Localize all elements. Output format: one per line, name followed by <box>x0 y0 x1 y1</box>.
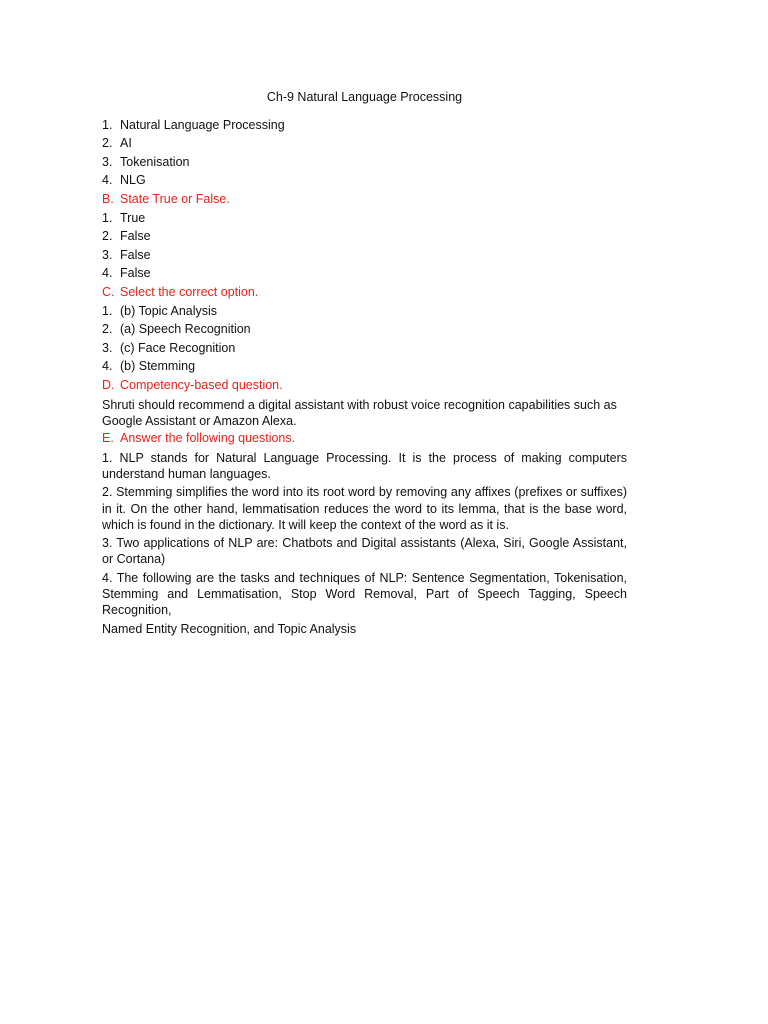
answer-paragraph: 1. NLP stands for Natural Language Processing. It is the process of making computers understand human languages. <box>102 450 627 481</box>
section-e-heading: E. Answer the following questions. <box>102 431 296 446</box>
section-d-heading: D. Competency-based question. <box>102 377 283 392</box>
section-c-heading: C. Select the correct option. <box>102 284 259 299</box>
list-item: 2. False <box>102 229 151 244</box>
section-b-heading: B. State True or False. <box>102 191 230 206</box>
answer-paragraph: 2. Stemming simplifies the word into its root word by removing any affixes (prefixes or suffixes) in it. On the other hand, lemmatisation reduces the word to its lemma, that is the base word, which is found in the dictionary. It will keep the context of the word as it is. <box>102 485 627 532</box>
section-a-list <box>102 116 627 190</box>
list-item: 4. NLG <box>102 173 146 188</box>
list-item: 2. AI <box>102 136 132 151</box>
answer-continuation: Named Entity Recognition, and Topic Analysis <box>102 621 357 636</box>
answer-paragraph: 4. The following are the tasks and techniques of NLP: Sentence Segmentation, Tokenisation, Stemming and Lemmatisation, Stop Word Removal, Part of Speech Tagging, Speech Recognition, <box>102 570 627 618</box>
section-b-list <box>102 209 627 283</box>
list-item: 1. (b) Topic Analysis <box>102 303 218 318</box>
section-d-answer: Shruti should recommend a digital assistant with robust voice recognition capabilities such as Google Assistant or Amazon Alexa. <box>102 397 617 428</box>
list-item: 4. (b) Stemming <box>102 359 196 374</box>
answer-key <box>102 88 627 637</box>
section-c-list <box>102 302 627 376</box>
list-item: 4. False <box>102 266 151 281</box>
list-item: 3. False <box>102 247 151 262</box>
answer-paragraph: 3. Two applications of NLP are: Chatbots and Digital assistants (Alexa, Siri, Google Assistant, or Cortana) <box>102 536 627 567</box>
list-item: 1. Natural Language Processing <box>102 117 285 132</box>
list-item: 3. Tokenisation <box>102 154 190 169</box>
page-title: Ch-9 Natural Language Processing <box>266 90 463 104</box>
list-item: 2. (a) Speech Recognition <box>102 322 251 337</box>
list-item: 1. True <box>102 210 146 225</box>
list-item: 3. (c) Face Recognition <box>102 340 236 355</box>
